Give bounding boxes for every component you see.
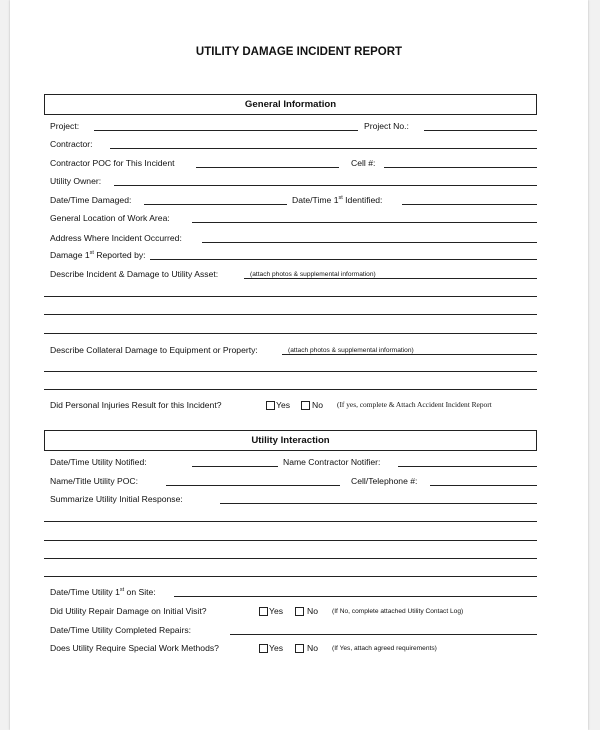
name-contractor-notifier-field[interactable] <box>398 466 537 467</box>
utility-owner-label: Utility Owner: <box>50 176 102 186</box>
contractor-field[interactable] <box>110 148 537 149</box>
summarize-response-line-3[interactable] <box>44 540 537 541</box>
name-title-poc-label: Name/Title Utility POC: <box>50 476 139 486</box>
form-page <box>10 0 588 730</box>
attach-photos-note: (attach photos & supplemental information) <box>250 271 376 278</box>
address-label: Address Where Incident Occurred: <box>50 233 182 243</box>
repair-question: Did Utility Repair Damage on Initial Visit? <box>50 606 207 616</box>
damage-reported-label: Damage 1st Reported by: <box>50 250 146 260</box>
project-no-label: Project No.: <box>364 121 409 131</box>
date-time-identified-field[interactable] <box>402 204 537 205</box>
summarize-response-line-2[interactable] <box>44 521 537 522</box>
injuries-note: (If yes, complete & Attach Accident Incident Report <box>337 400 492 409</box>
contractor-poc-label: Contractor POC for This Incident <box>50 158 175 168</box>
describe-incident-line-4[interactable] <box>44 333 537 334</box>
date-time-damaged-field[interactable] <box>144 204 287 205</box>
contractor-poc-field[interactable] <box>196 167 339 168</box>
injuries-question: Did Personal Injuries Result for this Incident? <box>50 400 222 410</box>
repair-no-label: No <box>307 606 318 616</box>
special-methods-no-checkbox[interactable] <box>295 644 304 653</box>
name-contractor-notifier-label: Name Contractor Notifier: <box>283 457 381 467</box>
utility-interaction-header: Utility Interaction <box>44 430 537 451</box>
injuries-yes-label: Yes <box>276 400 291 410</box>
utility-owner-field[interactable] <box>114 185 537 186</box>
date-time-notified-field[interactable] <box>192 466 278 467</box>
damage-reported-field[interactable] <box>150 259 537 260</box>
project-field[interactable] <box>94 130 358 131</box>
describe-incident-field[interactable] <box>244 278 537 279</box>
project-no-field[interactable] <box>424 130 537 131</box>
project-label: Project: <box>50 121 80 131</box>
location-label: General Location of Work Area: <box>50 213 170 223</box>
date-time-identified-label: Date/Time 1st Identified: <box>292 195 383 205</box>
repair-yes-checkbox[interactable] <box>259 607 268 616</box>
describe-collateral-line-2[interactable] <box>44 371 537 372</box>
date-time-notified-label: Date/Time Utility Notified: <box>50 457 147 467</box>
summarize-response-line-5[interactable] <box>44 576 537 577</box>
cell-telephone-field[interactable] <box>430 485 537 486</box>
describe-collateral-field[interactable] <box>282 354 537 355</box>
on-site-label: Date/Time Utility 1st on Site: <box>50 587 156 597</box>
injuries-no-checkbox[interactable] <box>301 401 310 410</box>
special-methods-question: Does Utility Require Special Work Methods? <box>50 643 219 653</box>
special-methods-yes-label: Yes <box>269 643 284 653</box>
repair-no-checkbox[interactable] <box>295 607 304 616</box>
attach-photos-note-2: (attach photos & supplemental information) <box>288 347 414 354</box>
form-title: UTILITY DAMAGE INCIDENT REPORT <box>195 46 403 58</box>
general-information-header: General Information <box>44 94 537 115</box>
completed-repairs-label: Date/Time Utility Completed Repairs: <box>50 625 192 635</box>
describe-incident-line-3[interactable] <box>44 314 537 315</box>
summarize-response-line-4[interactable] <box>44 558 537 559</box>
injuries-no-label: No <box>312 400 323 410</box>
on-site-field[interactable] <box>174 596 537 597</box>
name-title-poc-field[interactable] <box>166 485 340 486</box>
cell-telephone-label: Cell/Telephone #: <box>351 476 418 486</box>
address-field[interactable] <box>202 242 537 243</box>
location-field[interactable] <box>192 222 537 223</box>
completed-repairs-field[interactable] <box>230 634 537 635</box>
cell-label: Cell #: <box>351 158 376 168</box>
injuries-yes-checkbox[interactable] <box>266 401 275 410</box>
contractor-label: Contractor: <box>50 139 93 149</box>
cell-field[interactable] <box>384 167 537 168</box>
date-time-damaged-label: Date/Time Damaged: <box>50 195 132 205</box>
describe-incident-label: Describe Incident & Damage to Utility Asset: <box>50 269 219 279</box>
summarize-response-field[interactable] <box>220 503 537 504</box>
repair-note: (If No, complete attached Utility Contact Log) <box>332 608 464 615</box>
special-methods-note: (If Yes, attach agreed requirements) <box>332 645 437 652</box>
describe-collateral-line-3[interactable] <box>44 389 537 390</box>
repair-yes-label: Yes <box>269 606 284 616</box>
describe-incident-line-2[interactable] <box>44 296 537 297</box>
describe-collateral-label: Describe Collateral Damage to Equipment or Property: <box>50 345 258 355</box>
special-methods-no-label: No <box>307 643 318 653</box>
special-methods-yes-checkbox[interactable] <box>259 644 268 653</box>
summarize-response-label: Summarize Utility Initial Response: <box>50 494 183 504</box>
